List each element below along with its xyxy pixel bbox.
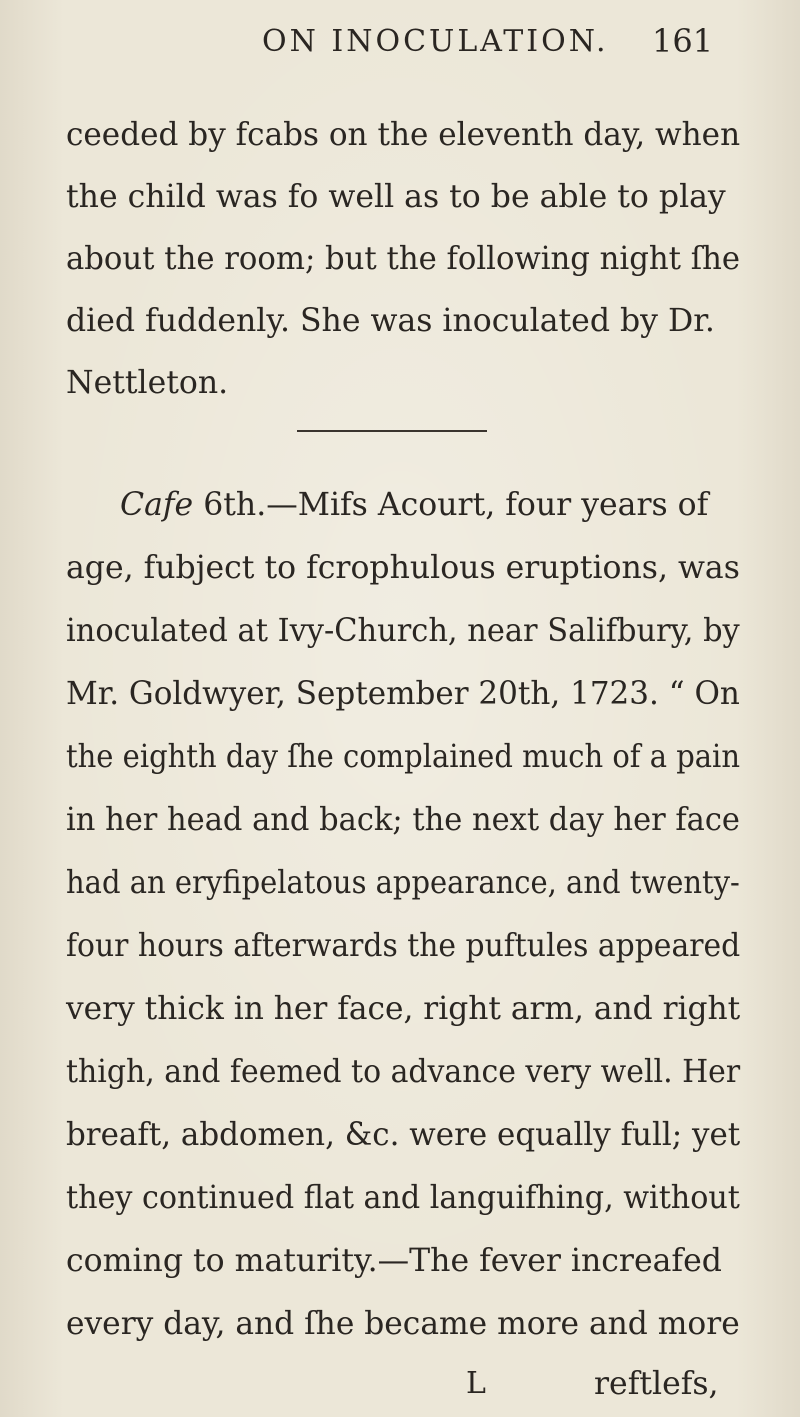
case-heading-text: 6th.—Mifs Acourt, four years of: [193, 487, 709, 523]
case-heading-line: [120, 487, 709, 523]
text-line: thigh, and feemed to advance very well. Her: [66, 1054, 741, 1090]
text-line: breaft, abdomen, &c. were equally full; yet: [66, 1117, 741, 1153]
running-head: [0, 18, 800, 64]
text-line: had an eryfipelatous appearance, and twenty-: [66, 865, 740, 901]
catchword: reftlefs,: [594, 1366, 719, 1402]
text-line: died fuddenly. She was inoculated by Dr.: [66, 303, 715, 339]
page-number: 161: [652, 22, 714, 60]
text-line: ceeded by fcabs on the eleventh day, when: [66, 117, 741, 153]
text-line: coming to maturity.—The fever increafed: [66, 1243, 722, 1279]
text-line: about the room; but the following night ſhe: [66, 241, 741, 277]
page-footer: [0, 1366, 800, 1406]
text-line: they continued flat and languifhing, without: [66, 1180, 740, 1216]
text-line: age, fubject to fcrophulous eruptions, was: [66, 550, 740, 586]
text-line: Mr. Goldwyer, September 20th, 1723. “ On: [66, 676, 740, 712]
running-title: ON INOCULATION.: [262, 24, 609, 59]
text-line: the child was fo well as to be able to play: [66, 179, 726, 215]
text-line: inoculated at Ivy-Church, near Salifbury, by: [66, 613, 740, 649]
text-line: very thick in her face, right arm, and right: [66, 991, 741, 1027]
text-line: every day, and ſhe became more and more: [66, 1306, 740, 1342]
text-line: Nettleton.: [66, 365, 229, 401]
text-line: the eighth day ſhe complained much of a pain: [66, 739, 740, 775]
case-label: Cafe: [120, 487, 194, 523]
text-line: in her head and back; the next day her face: [66, 802, 740, 838]
signature-mark: L: [466, 1366, 486, 1401]
section-divider: [297, 430, 487, 432]
text-line: four hours afterwards the puftules appeared: [66, 928, 741, 964]
